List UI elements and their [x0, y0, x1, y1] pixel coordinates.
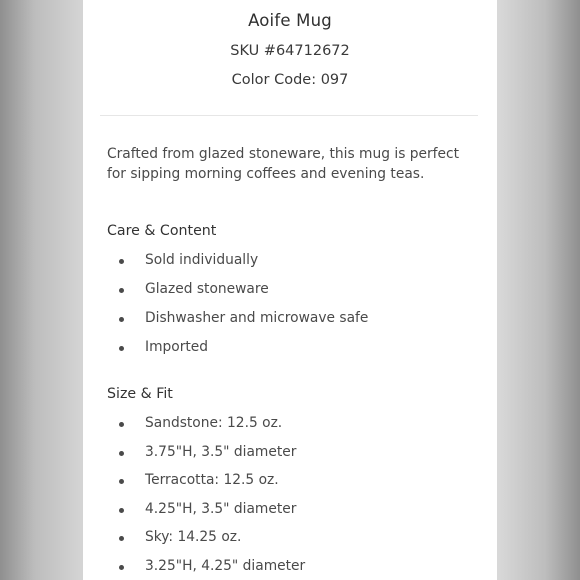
bullet-icon [119, 451, 124, 456]
care-section-title: Care & Content [107, 223, 217, 239]
product-sku: SKU #64712672 [230, 43, 350, 59]
bullet-icon [119, 422, 124, 427]
size-item-text: 3.75"H, 3.5" diameter [145, 444, 297, 460]
size-section-title: Size & Fit [107, 386, 173, 402]
product-color-code: Color Code: 097 [231, 72, 349, 88]
care-item-text: Glazed stoneware [145, 281, 269, 297]
product-description: Crafted from glazed stoneware, this mug is perfect for sipping morning coffees and evening teas. [107, 146, 460, 182]
bullet-icon [119, 536, 124, 541]
size-item-text: Sandstone: 12.5 oz. [145, 415, 283, 431]
bullet-icon [119, 565, 124, 570]
product-title: Aoife Mug [248, 11, 332, 30]
care-item-text: Sold individually [145, 252, 259, 268]
size-item-text: Terracotta: 12.5 oz. [145, 472, 279, 488]
care-item-text: Dishwasher and microwave safe [145, 310, 369, 326]
bullet-icon [119, 259, 124, 264]
bullet-icon [119, 288, 124, 293]
bullet-icon [119, 317, 124, 322]
product-details-panel [83, 0, 497, 580]
bullet-icon [119, 479, 124, 484]
size-item-text: 4.25"H, 3.5" diameter [145, 501, 297, 517]
bullet-icon [119, 508, 124, 513]
size-item-text: 3.25"H, 4.25" diameter [145, 558, 306, 574]
header-divider [100, 115, 478, 116]
care-item-text: Imported [145, 339, 209, 355]
bullet-icon [119, 346, 124, 351]
size-item-text: Sky: 14.25 oz. [145, 529, 242, 545]
